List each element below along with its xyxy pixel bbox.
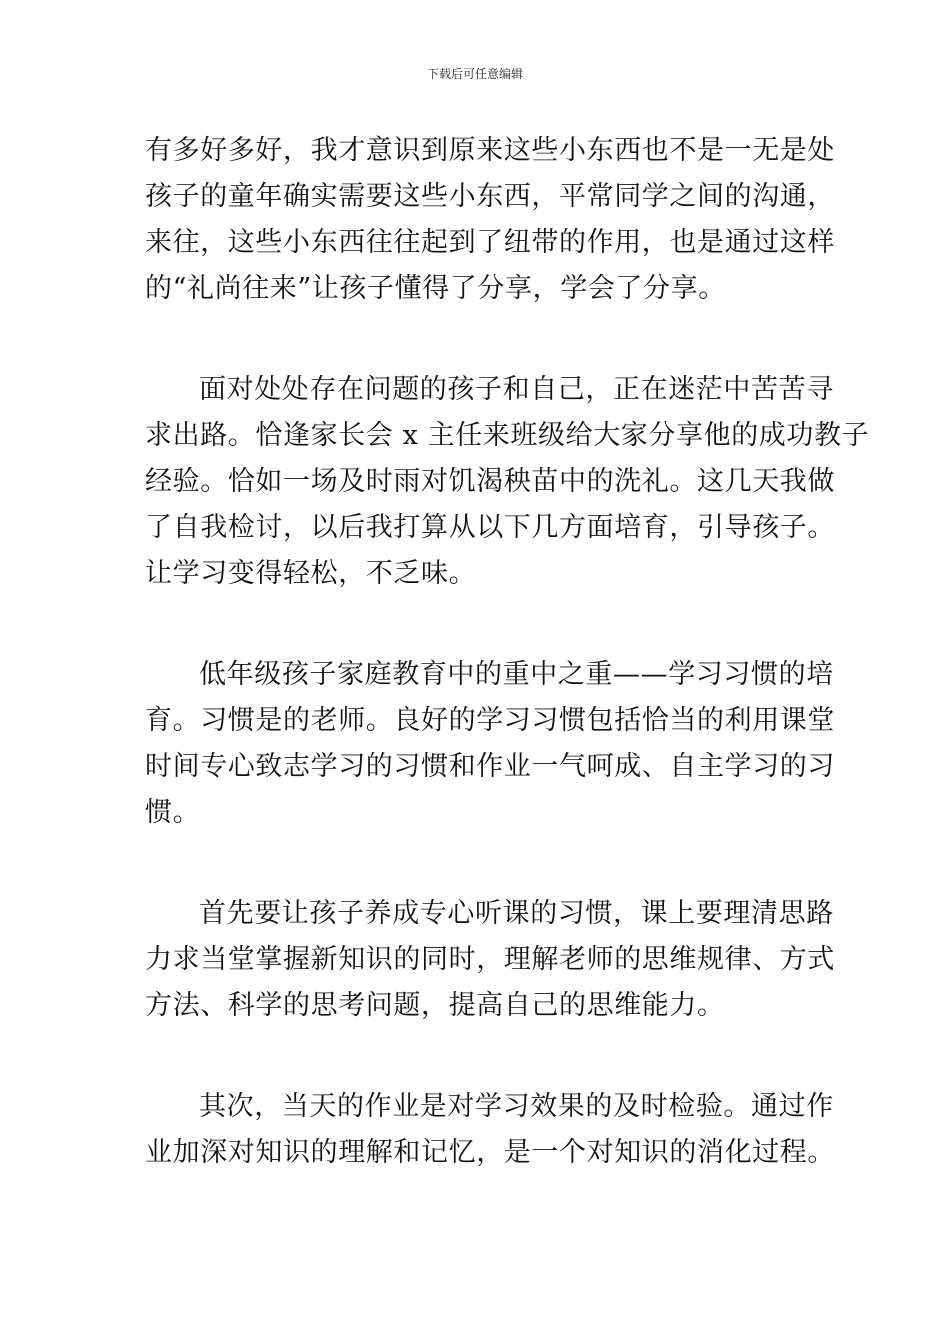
- text-line: 的“礼尚往来”让孩子懂得了分享，学会了分享。: [145, 273, 726, 304]
- text-line: 了自我检讨，以后我打算从以下几方面培育，引导孩子。: [145, 512, 835, 543]
- text-line: 力求当堂掌握新知识的同时，理解老师的思维规律、方式: [145, 944, 835, 975]
- text-line: 经验。恰如一场及时雨对饥渴秧苗中的洗礼。这几天我做: [145, 466, 835, 497]
- paragraph-2: [145, 367, 870, 597]
- text-line: 育。习惯是的老师。良好的学习习惯包括恰当的利用课堂: [145, 705, 835, 736]
- text-line: 业加深对知识的理解和记忆，是一个对知识的消化过程。: [145, 1137, 835, 1168]
- text-line: 惯。: [145, 797, 201, 828]
- paragraph-4: [145, 891, 835, 1029]
- paragraph-5: [145, 1084, 835, 1176]
- text-line: 来往，这些小东西往往起到了纽带的作用，也是通过这样: [145, 227, 835, 258]
- paragraph-1: [145, 128, 835, 312]
- text-line: 让学习变得轻松，不乏味。: [145, 558, 477, 589]
- text-line: 有多好多好，我才意识到原来这些小东西也不是一无是处: [145, 135, 835, 166]
- text-line: 其次，当天的作业是对学习效果的及时检验。通过作: [199, 1091, 834, 1122]
- text-line: 首先要让孩子养成专心听课的习惯，课上要理清思路: [199, 898, 834, 929]
- document-body: [145, 128, 870, 1176]
- page-header: 下载后可任意编辑: [426, 67, 523, 81]
- paragraph-3: [145, 652, 835, 836]
- text-line: 时间专心致志学习的习惯和作业一气呵成、自主学习的习: [145, 751, 835, 782]
- text-line: 求出路。恰逢家长会 x 主任来班级给大家分享他的成功教子: [145, 420, 870, 451]
- text-line: 低年级孩子家庭教育中的重中之重——学习习惯的培: [199, 659, 834, 690]
- text-line: 面对处处存在问题的孩子和自己，正在迷茫中苦苦寻: [199, 374, 834, 405]
- text-line: 孩子的童年确实需要这些小东西，平常同学之间的沟通，: [145, 181, 835, 212]
- text-line: 方法、科学的思考问题，提高自己的思维能力。: [145, 990, 725, 1021]
